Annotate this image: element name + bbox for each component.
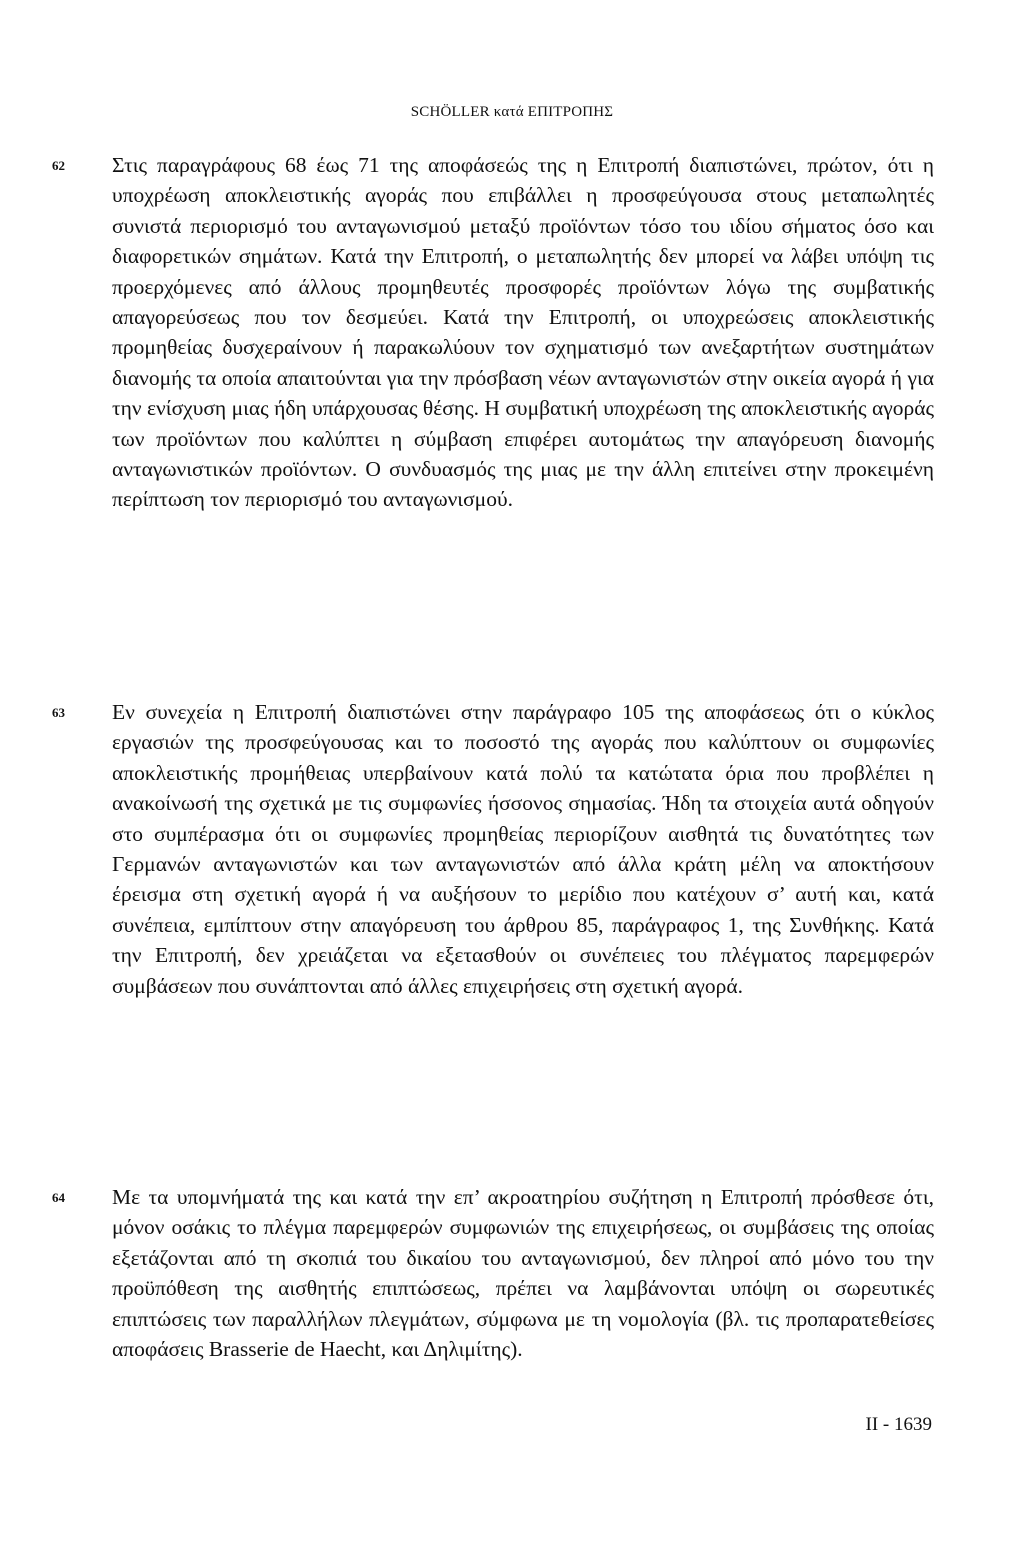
paragraph-text: Εν συνεχεία η Επιτροπή διαπιστώνει στην παράγραφο 105 της αποφάσεως ότι ο κύκλος εργασιών της προσφεύγουσας και το ποσοστό της αγοράς που καλύπτουν οι συμφωνίες αποκλειστικής προμήθειας υπερβαίνουν κατά πολύ τα κατώτατα όρια που προβλέπει η ανακοίνωσή της σχετικά με τις συμφωνίες ήσσονος σημασίας. Ήδη τα στοιχεία αυτά οδηγούν στο συμπέρασμα ότι οι συμφωνίες προμηθείας περιορίζουν αισθητά τις δυνατότητες των Γερμανών ανταγωνιστών και των ανταγωνιστών από άλλα κράτη μέλη να αποκτήσουν έρεισμα στη σχετική αγορά ή να αυξήσουν το μερίδιο που κατέχουν σ’ αυτή και, κατά συνέπεια, εμπίπτουν στην απαγόρευση του άρθρου 85, παράγραφος 1, της Συνθήκης. Κατά την Επιτροπή, δεν χρειάζεται να εξετασθούν οι συνέπειες του πλέγματος παρεμφερών συμβάσεων που συνάπτονται από άλλες επιχειρήσεις στη σχετική αγορά. [112,700,934,998]
paragraph-text: Στις παραγράφους 68 έως 71 της αποφάσεώς της η Επιτροπή διαπιστώνει, πρώτον, ότι η υποχρέωση αποκλειστικής αγοράς που επιβάλλει η προσφεύγουσα στους μεταπωλητές συνιστά περιορισμό του ανταγωνισμού μεταξύ προϊόντων τόσο του ιδίου σήματος όσο και διαφορετικών σημάτων. Κατά την Επιτροπή, ο μεταπωλητής δεν μπορεί να λάβει υπόψη τις προερχόμενες από άλλους προμηθευτές προσφορές προϊόντων λόγω της συμβατικής απαγορεύσεως που τον δεσμεύει. Κατά την Επιτροπή, οι υποχρεώσεις αποκλειστικής προμηθείας δυσχεραίνουν ή παρακωλύουν τον σχηματισμό των ανεξαρτήτων συστημάτων διανομής τα οποία απαιτούνται για την πρόσβαση νέων ανταγωνιστών στην οικεία αγορά ή για την ενίσχυση μιας ήδη υπάρχουσας θέσης. Η συμβατική υποχρέωση της αποκλειστικής αγοράς των προϊόντων που καλύπτει η σύμβαση επιφέρει αυτομάτως την απαγόρευση διανομής ανταγωνιστικών προϊόντων. Ο συνδυασμός της μιας με την άλλη επιτείνει στην προκειμένη περίπτωση τον περιορισμό του ανταγωνισμού. [112,153,934,512]
page-number: II - 1639 [865,1414,932,1435]
paragraph-text: Με τα υπομνήματά της και κατά την επ’ ακροατηρίου συζήτηση η Επιτροπή πρόσθεσε ότι, μόνον οσάκις το πλέγμα παρεμφερών συμφωνιών της επιχειρήσεως, οι συμβάσεις της οποίας εξετάζονται από τη σκοπιά του δικαίου του ανταγωνισμού, δεν πληροί από μόνο του την προϋπόθεση της αισθητής επιπτώσεως, πρέπει να λαμβάνονται υπόψη οι σωρευτικές επιπτώσεις των παραλλήλων πλεγμάτων, σύμφωνα με τη νομολογία (βλ. τις προπαρατεθείσες αποφάσεις Brasserie de Haecht, και Δηλιμίτης). [112,1185,934,1362]
paragraph-number: 64 [52,1190,65,1205]
running-header: SCHÖLLER κατά ΕΠΙΤΡΟΠΗΣ [410,104,614,120]
paragraph-number: 63 [52,705,65,720]
paragraph-number: 62 [52,158,65,173]
